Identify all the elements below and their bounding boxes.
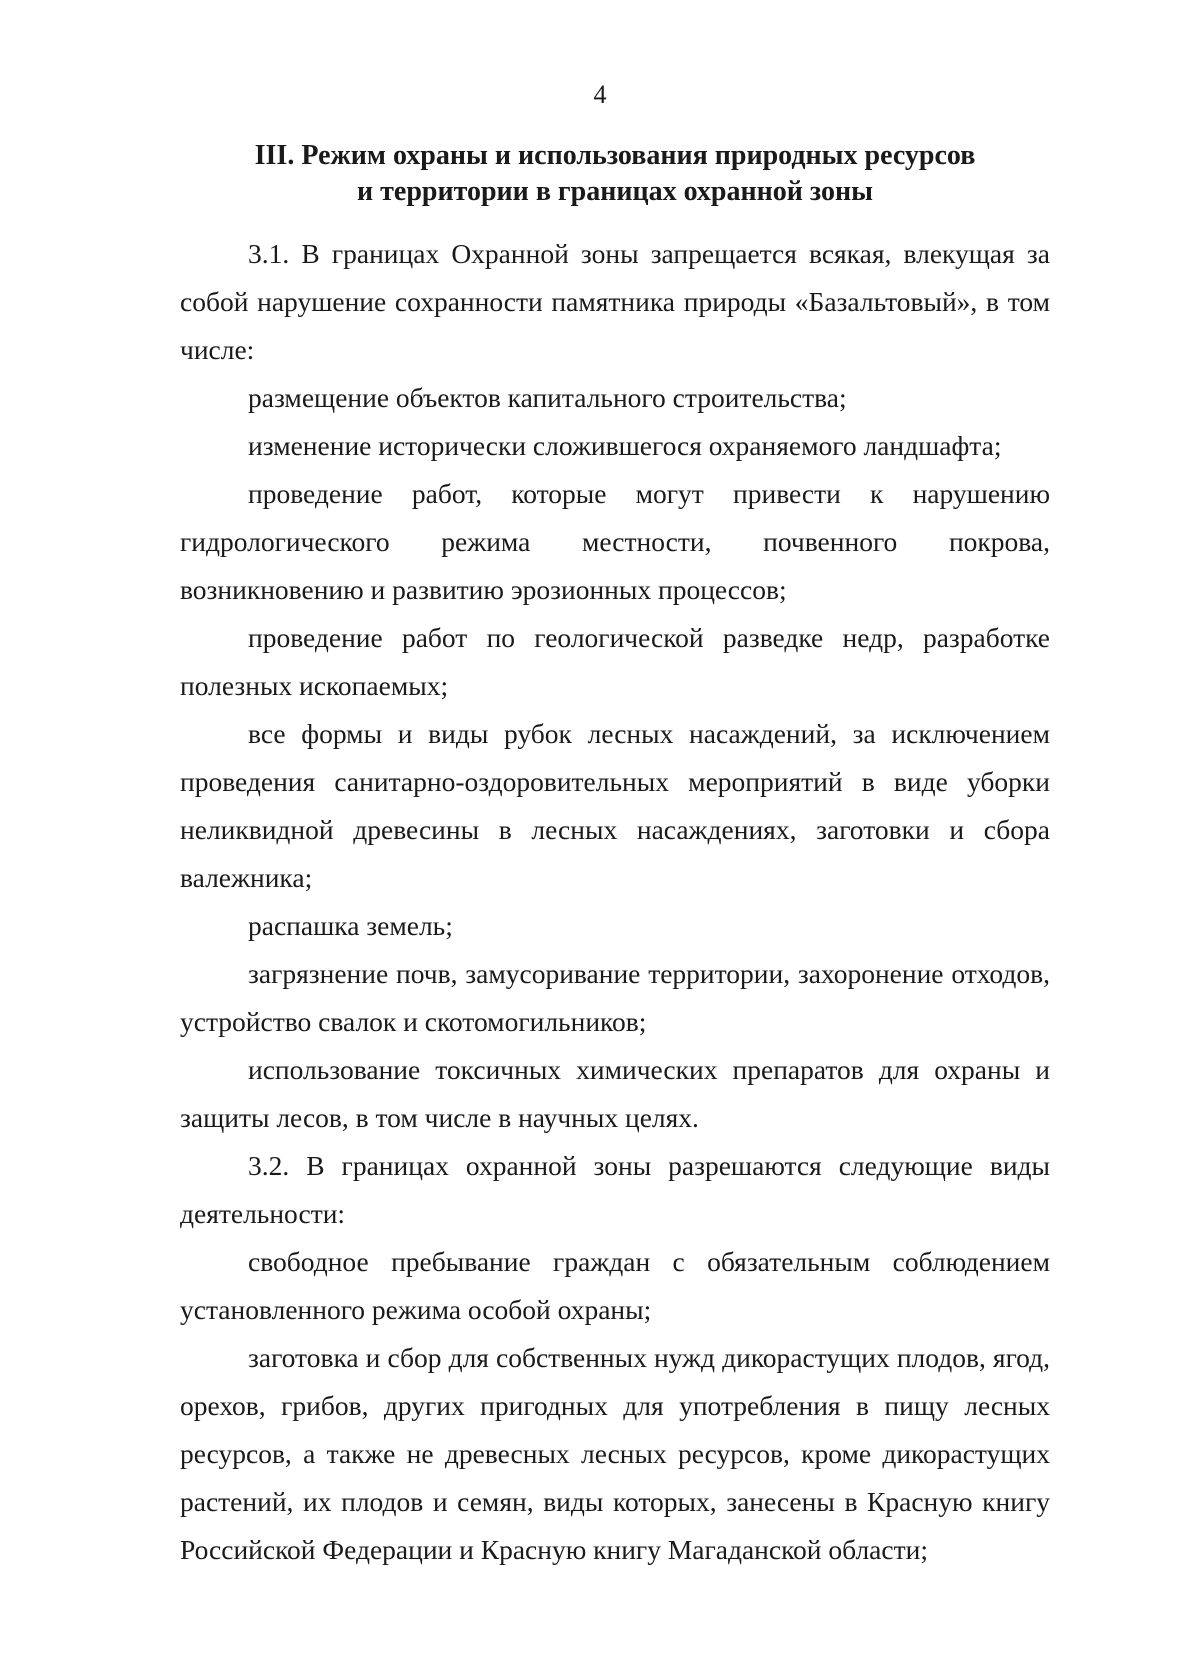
- paragraph-3-2-intro: 3.2. В границах охранной зоны разрешаются следующие виды деятельности:: [180, 1150, 1050, 1229]
- list-item-pollution: загрязнение почв, замусоривание территории, захоронение отходов, устройство свалок и скотомогильников;: [180, 958, 1050, 1037]
- document-body: [180, 230, 1050, 1574]
- paragraph-3-1-intro: 3.1. В границах Охранной зоны запрещается всякая, влекущая за собой нарушение сохранности памятника природы «Базальтовый», в том числе:: [180, 238, 1050, 365]
- list-item-gathering: заготовка и сбор для собственных нужд дикорастущих плодов, ягод, орехов, грибов, других пригодных для употребления в пищу лесных ресурсов, а также не древесных лесных ресурсов, кроме дикорастущих растений, их плодов и семян, виды которых, занесены в Красную книгу Российской Федерации и Красную книгу Магаданской области;: [180, 1342, 1050, 1565]
- section-heading-line-2: и территории в границах охранной зоны: [357, 176, 873, 207]
- list-item-landscape-change: изменение исторически сложившегося охраняемого ландшафта;: [248, 430, 1002, 461]
- list-item-toxic-chemicals: использование токсичных химических препаратов для охраны и защиты лесов, в том числе в научных целях.: [180, 1054, 1050, 1133]
- list-item-free-stay: свободное пребывание граждан с обязательным соблюдением установленного режима особой охраны;: [180, 1246, 1050, 1325]
- list-item-ploughing: распашка земель;: [248, 910, 453, 941]
- list-item-geological-works: проведение работ по геологической разведке недр, разработке полезных ископаемых;: [180, 622, 1050, 701]
- section-heading: [180, 138, 1050, 210]
- list-item-logging: все формы и виды рубок лесных насаждений, за исключением проведения санитарно-оздоровительных мероприятий в виде уборки неликвидной древесины в лесных насаждениях, заготовки и сбора валежника;: [180, 718, 1050, 893]
- list-item-capital-construction: размещение объектов капитального строительства;: [248, 382, 847, 413]
- list-item-hydrological-works: проведение работ, которые могут привести к нарушению гидрологического режима местности, почвенного покрова, возникновению и развитию эрозионных процессов;: [180, 478, 1050, 605]
- section-heading-line-1: III. Режим охраны и использования природных ресурсов: [254, 140, 976, 171]
- page-number: 4: [593, 80, 607, 109]
